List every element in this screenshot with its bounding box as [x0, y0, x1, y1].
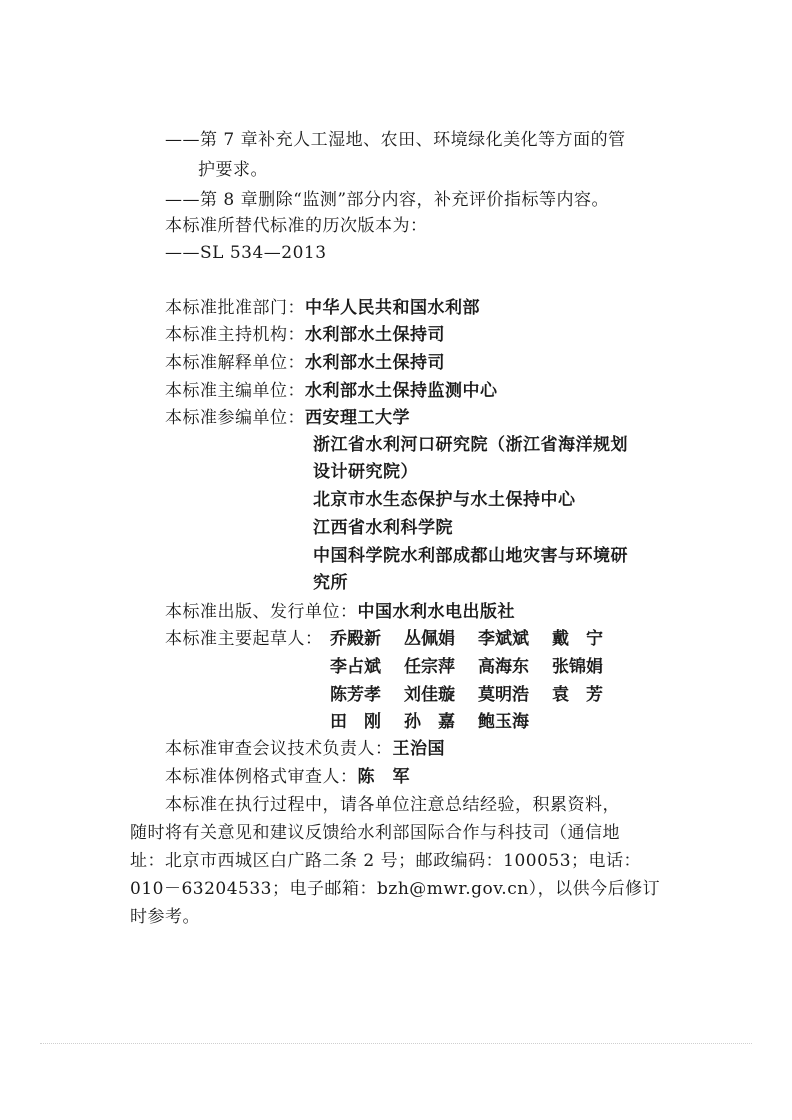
drafters-row — [330, 655, 626, 679]
interpret-row — [165, 351, 445, 375]
publisher-row — [165, 600, 515, 624]
tech-review-label: 本标准审查会议技术负责人： — [165, 739, 393, 759]
participant-unit: 究所 — [313, 573, 348, 593]
participant-unit: 设计研究院） — [313, 462, 418, 482]
participant-unit: 西安理工大学 — [305, 408, 410, 428]
format-review-label: 本标准体例格式审查人： — [165, 767, 358, 787]
tech-review-value: 王治国 — [392, 739, 445, 759]
drafter-name: 田 刚 — [330, 712, 381, 732]
change-item-chapter7-cont: 护要求。 — [198, 160, 268, 180]
drafter-name: 乔殿新 — [330, 629, 381, 649]
drafter-name: 陈芳孝 — [330, 685, 381, 705]
participant-unit: 浙江省水利河口研究院（浙江省海洋规划 — [313, 435, 628, 455]
host-value: 水利部水土保持司 — [305, 325, 445, 345]
drafter-name: 高海东 — [478, 657, 529, 677]
page-footer-divider — [40, 1043, 752, 1044]
interpret-label: 本标准解释单位： — [165, 353, 305, 373]
drafter-name: 袁 芳 — [552, 685, 603, 705]
drafter-name: 李斌斌 — [478, 629, 529, 649]
history-intro: 本标准所替代标准的历次版本为： — [165, 216, 428, 236]
interpret-value: 水利部水土保持司 — [305, 353, 445, 373]
closing-paragraph-line: 010－63204533；电子邮箱：bzh@mwr.gov.cn），以供今后修订 — [130, 879, 661, 899]
participant-unit: 北京市水生态保护与水土保持中心 — [313, 490, 576, 510]
format-review-row — [165, 765, 410, 789]
closing-paragraph-line: 本标准在执行过程中，请各单位注意总结经验，积累资料， — [130, 795, 620, 815]
drafter-name: 李占斌 — [330, 657, 381, 677]
chief-row — [165, 379, 498, 403]
change-item-chapter7: ——第 7 章补充人工湿地、农田、环境绿化美化等方面的管 — [165, 130, 626, 150]
closing-paragraph-line: 随时将有关意见和建议反馈给水利部国际合作与科技司（通信地 — [130, 823, 620, 843]
drafter-name: 张锦娟 — [552, 657, 603, 677]
drafter-name: 鲍玉海 — [478, 712, 529, 732]
closing-paragraph-line: 时参考。 — [130, 907, 200, 927]
approval-value: 中华人民共和国水利部 — [305, 298, 480, 318]
drafter-name: 刘佳璇 — [404, 685, 455, 705]
drafter-name: 孙 嘉 — [404, 712, 455, 732]
chief-label: 本标准主编单位： — [165, 381, 305, 401]
participant-unit: 江西省水利科学院 — [313, 518, 453, 538]
drafters-label: 本标准主要起草人： — [165, 629, 323, 649]
history-item: ——SL 534—2013 — [165, 243, 327, 263]
approval-row — [165, 296, 480, 320]
drafter-name: 丛佩娟 — [404, 629, 455, 649]
tech-review-row — [165, 737, 445, 761]
drafter-name: 莫明浩 — [478, 685, 529, 705]
approval-label: 本标准批准部门： — [165, 298, 305, 318]
chief-value: 水利部水土保持监测中心 — [305, 381, 498, 401]
format-review-value: 陈 军 — [357, 767, 410, 787]
participant-unit: 中国科学院水利部成都山地灾害与环境研 — [313, 546, 628, 566]
publisher-value: 中国水利水电出版社 — [357, 602, 515, 622]
publisher-label: 本标准出版、发行单位： — [165, 602, 358, 622]
host-row — [165, 323, 445, 347]
participants-row — [165, 406, 410, 430]
drafters-row — [330, 683, 626, 707]
change-item-chapter8: ——第 8 章删除“监测”部分内容，补充评价指标等内容。 — [165, 190, 610, 210]
closing-paragraph-line: 址：北京市西城区白广路二条 2 号；邮政编码：100053；电话： — [130, 851, 642, 871]
drafter-name: 戴 宁 — [552, 629, 603, 649]
drafters-row — [330, 627, 626, 651]
drafter-name: 任宗萍 — [404, 657, 455, 677]
drafters-row — [330, 710, 552, 734]
host-label: 本标准主持机构： — [165, 325, 305, 345]
participants-label: 本标准参编单位： — [165, 408, 305, 428]
